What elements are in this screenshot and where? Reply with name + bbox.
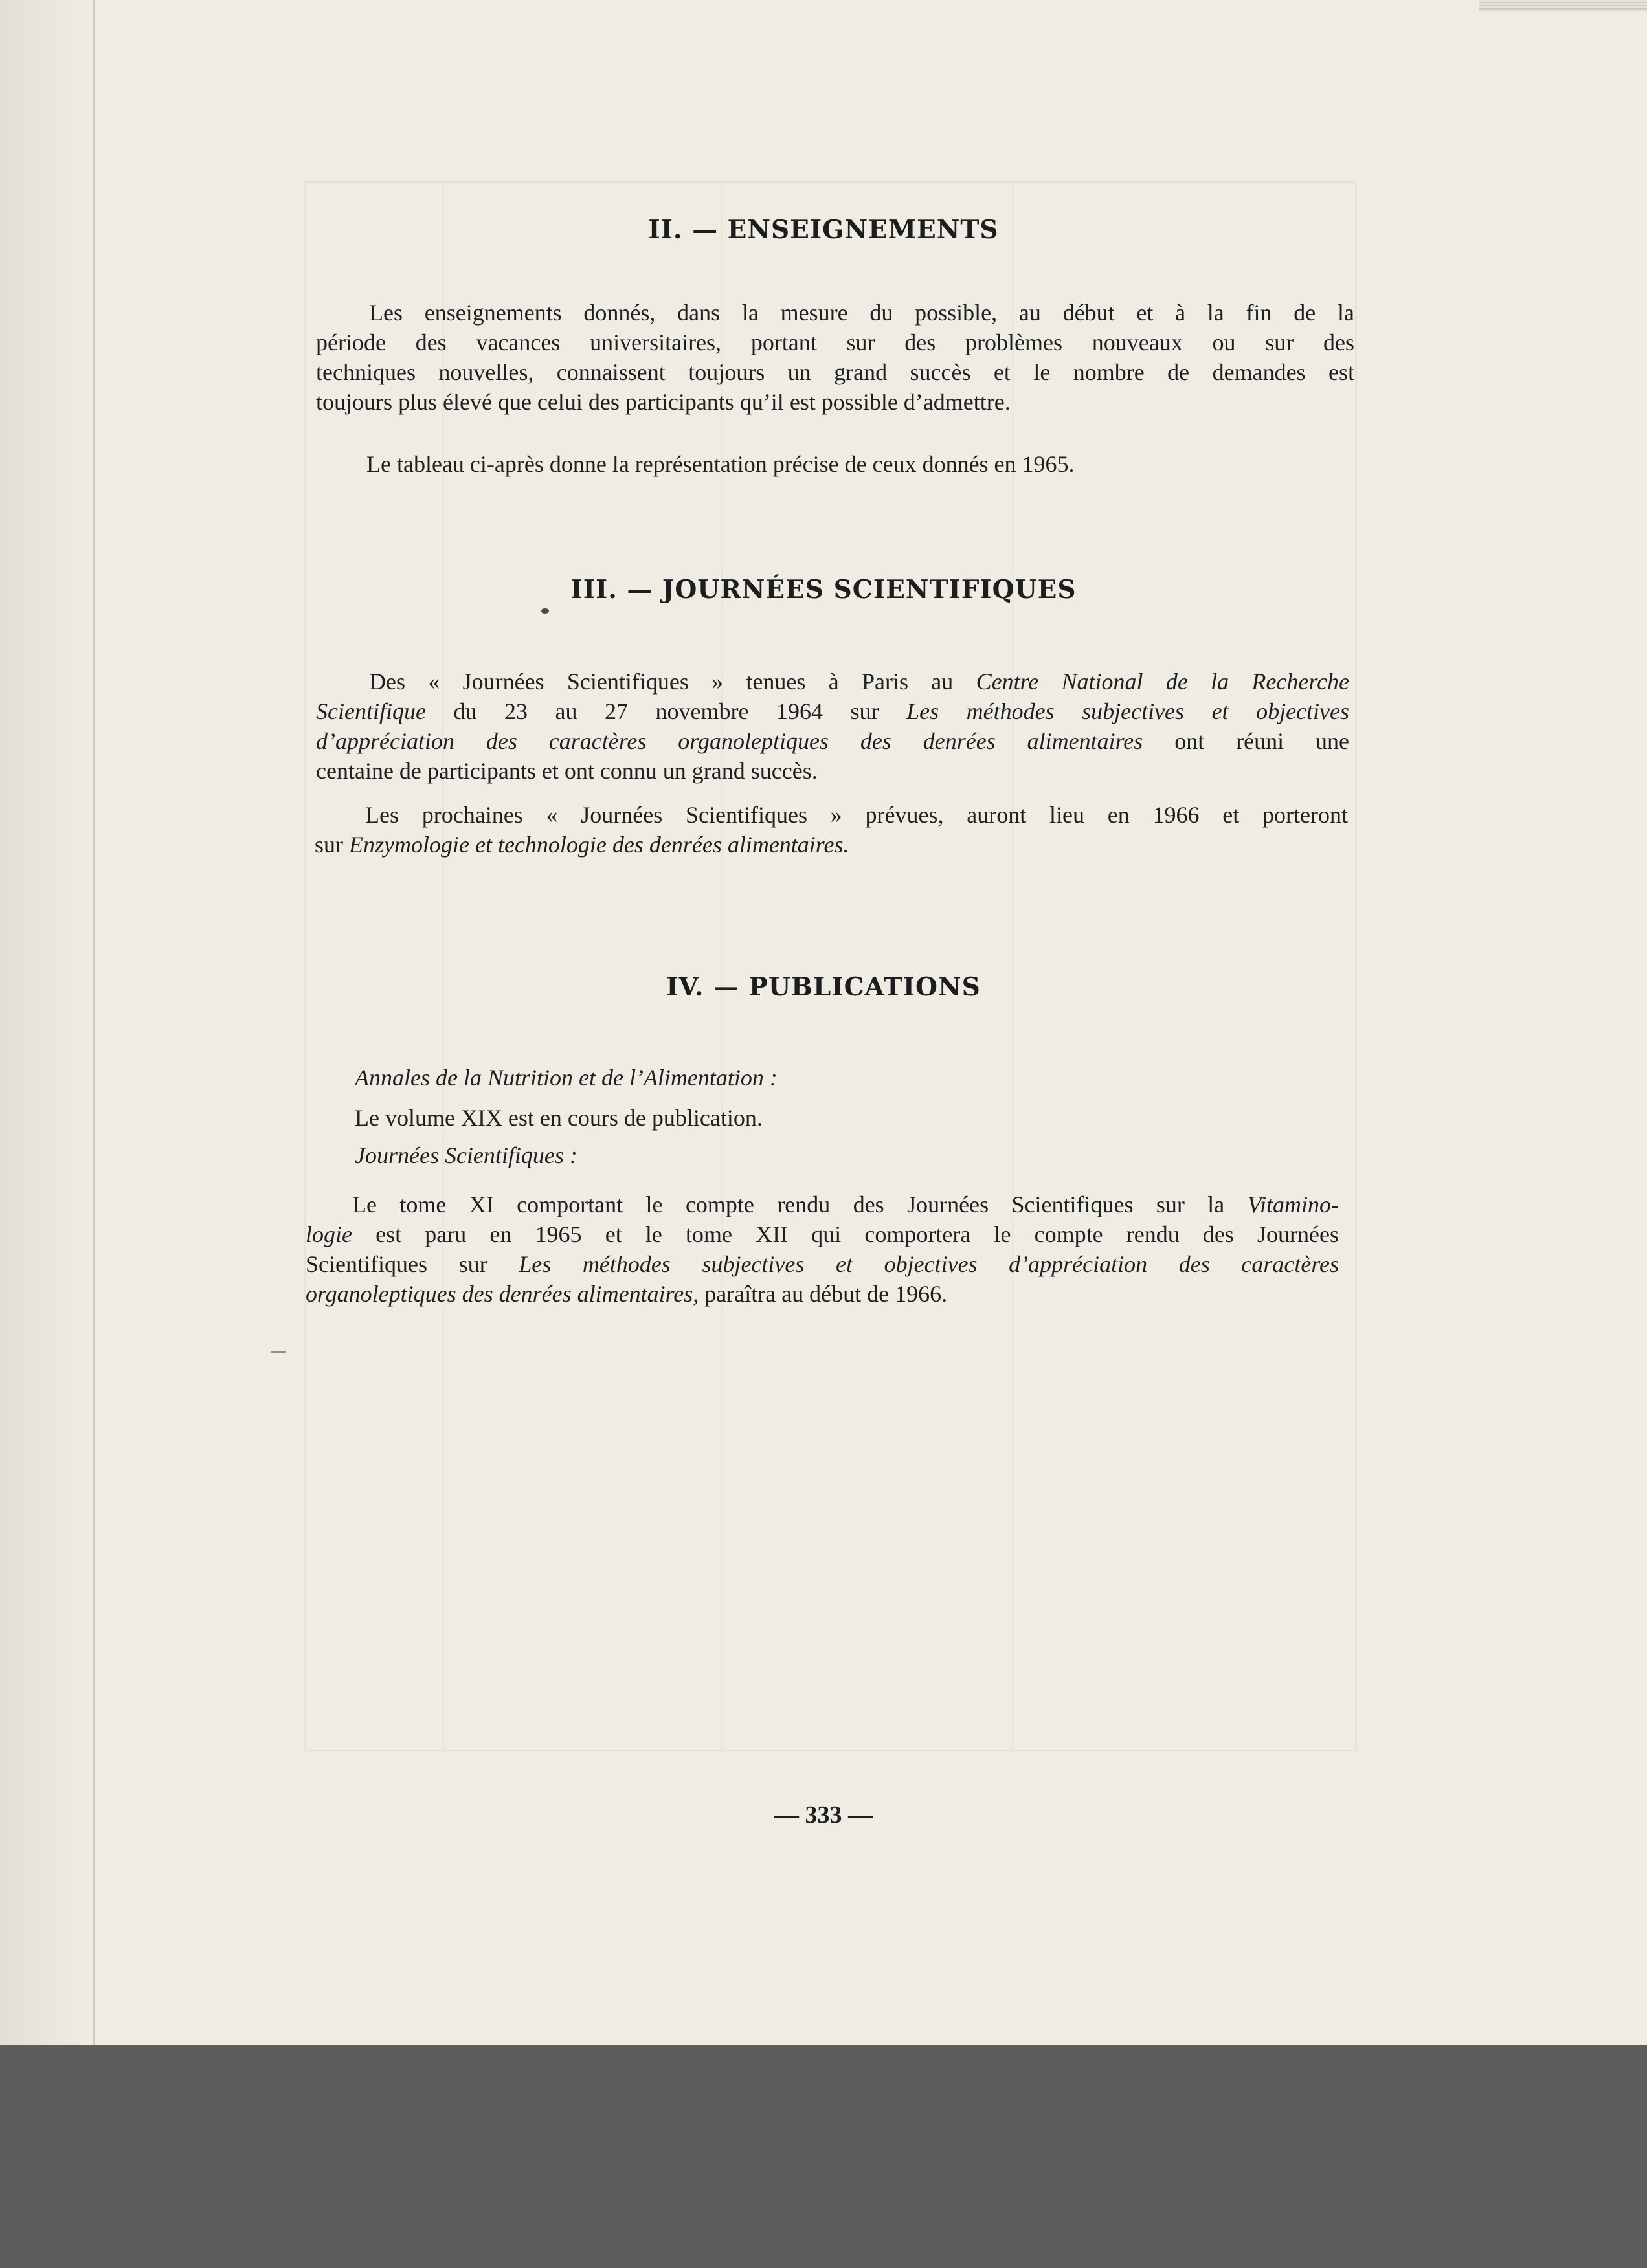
text-line: Le tableau ci-après donne la représentation précise de ceux donnés en 1965. xyxy=(366,451,1075,477)
text-line: Scientifique du 23 au 27 novembre 1964 sur Les méthodes subjectives et objectives xyxy=(316,698,1349,724)
text-line: organoleptiques des denrées alimentaires, paraîtra au début de 1966. xyxy=(306,1281,948,1307)
ink-speck xyxy=(541,608,549,614)
paragraph-journees-2 xyxy=(315,800,1348,830)
text-line: logie est paru en 1965 et le tome XII qui comportera le compte rendu des Journées xyxy=(306,1221,1339,1247)
paragraph-journees-1-end xyxy=(316,756,1349,786)
publication-annales-status: Le volume XIX est en cours de publication. xyxy=(355,1105,763,1131)
paragraph-publications xyxy=(306,1190,1339,1279)
text-line: d’appréciation des caractères organoleptiques des denrées alimentaires ont réuni une xyxy=(316,728,1349,754)
text-line: Les prochaines « Journées Scientifiques » prévues, auront lieu en 1966 et porteront xyxy=(365,802,1348,828)
text-line: Des « Journées Scientifiques » tenues à Paris au Centre National de la Recherche xyxy=(369,669,1349,695)
text-line: centaine de participants et ont connu un grand succès. xyxy=(316,758,818,784)
paragraph-enseignements-1 xyxy=(316,298,1354,387)
text-line: sur Enzymologie et technologie des denrées alimentaires. xyxy=(315,832,849,858)
paragraph-publications-end xyxy=(306,1279,1339,1309)
section-heading-publications: IV. — PUBLICATIONS xyxy=(666,972,981,1002)
page-gutter xyxy=(0,0,97,2045)
section-heading-journees: III. — JOURNÉES SCIENTIFIQUES xyxy=(570,575,1077,605)
paragraph-journees-2-end xyxy=(315,830,1348,860)
text-line: Les enseignements donnés, dans la mesure du possible, au début et à la fin de la xyxy=(369,300,1354,326)
text-line: toujours plus élevé que celui des participants qu’il est possible d’admettre. xyxy=(316,389,1011,415)
paragraph-enseignements-1-end xyxy=(316,387,1354,417)
paragraph-enseignements-2 xyxy=(366,449,1338,479)
paragraph-journees-1 xyxy=(316,667,1349,756)
publication-journees-title: Journées Scientifiques : xyxy=(355,1142,577,1168)
page-number: — 333 — xyxy=(774,1801,873,1829)
page-stack-edge xyxy=(1479,0,1647,12)
publication-annales-title: Annales de la Nutrition et de l’Alimentation : xyxy=(355,1065,778,1091)
section-heading-enseignements: II. — ENSEIGNEMENTS xyxy=(648,215,999,245)
margin-mark xyxy=(271,1351,286,1353)
fold-line xyxy=(93,0,95,2045)
text-line: techniques nouvelles, connaissent toujours un grand succès et le nombre de demandes est xyxy=(316,359,1354,385)
text-line: période des vacances universitaires, portant sur des problèmes nouveaux ou sur des xyxy=(316,329,1354,355)
text-line: Scientifiques sur Les méthodes subjectives et objectives d’appréciation des caractères xyxy=(306,1251,1339,1277)
text-line: Le tome XI comportant le compte rendu des Journées Scientifiques sur la Vitamino- xyxy=(352,1192,1339,1217)
